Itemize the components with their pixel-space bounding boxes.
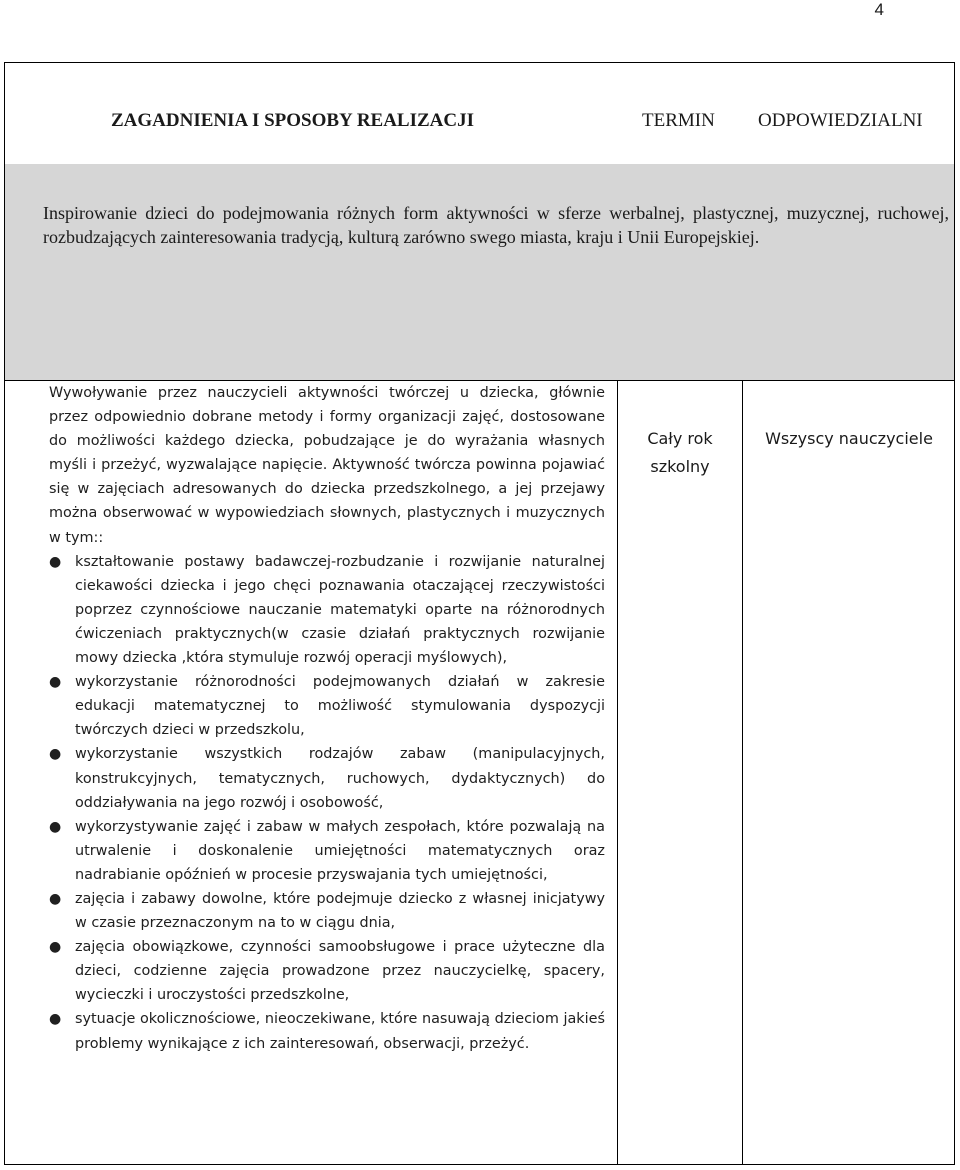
list-item-text: wykorzystywanie zajęć i zabaw w małych zespołach, które pozwalają na utrwalenie i doskonalenie umiejętności matematycznych oraz nadrabianie opóźnień w procesie przyswajania tych umiejętności, [75,818,605,883]
list-item [49,887,605,935]
list-item [49,935,605,1007]
bullet-icon: ● [49,553,62,570]
header-topic: ZAGADNIENIA I SPOSOBY REALIZACJI [111,110,475,131]
topic-cell [49,381,605,1056]
section-banner-text: Inspirowanie dzieci do podejmowania różnych form aktywności w sferze werbalnej, plastycznej, muzycznej, ruchowej, rozbudzających zainteresowania tradycją, kulturą zarówno swego miasta, kraju i Unii Europejskiej. [43,203,949,247]
table-header-row [5,63,954,165]
bullet-icon: ● [49,818,62,835]
responsible-text: Wszyscy nauczyciele [765,429,933,448]
list-item-text: wykorzystanie wszystkich rodzajów zabaw (manipulacyjnych, konstrukcyjnych, tematycznych, ruchowych, dydaktycznych) do oddziaływania na jego rozwój i osobowość, [75,746,605,811]
list-item [49,742,605,814]
intro-paragraph: Wywoływanie przez nauczycieli aktywności twórczej u dziecka, głównie przez odpowiednio dobrane metody i formy organizacji zajęć, dostosowane do możliwości każdego dziecka, pobudzające je do wyrażania własnych myśli i przeżyć, wyzwalające napięcie. Aktywność twórcza powinna pojawiać się w zajęciach adresowanych do dziecka przedszkolnego, a jej przejawy można obserwować w wypowiedziach słownych, plastycznych i muzycznych w tym:: [49,385,605,546]
list-item-text: sytuacje okolicznościowe, nieoczekiwane, które nasuwają dzieciom jakieś problemy wynikające z ich zainteresowań, obserwacji, przeżyć. [75,1011,605,1052]
list-item-text: zajęcia i zabawy dowolne, które podejmuje dziecko z własnej inicjatywy w czasie przeznaczonym na to w ciągu dnia, [75,890,605,932]
bullet-icon: ● [49,939,62,956]
column-divider [617,380,618,1164]
activity-list [49,550,605,1056]
term-line: szkolny [650,457,710,476]
list-item-text: wykorzystanie różnorodności podejmowanych działań w zakresie edukacji matematycznej to możliwość stymulowania dyspozycji twórczych dzieci w przedszkolu, [75,674,605,739]
bullet-icon: ● [49,674,62,691]
section-banner-row [5,164,954,381]
list-item [49,670,605,742]
table-body-row [5,380,954,1164]
responsible-cell [743,425,955,453]
header-responsible: ODPOWIEDZIALNI [758,110,923,131]
column-divider [742,380,743,1164]
term-line: Cały rok [647,429,713,448]
term-cell [618,425,742,481]
list-item [49,815,605,887]
bullet-icon: ● [49,1011,62,1028]
list-item-text: zajęcia obowiązkowe, czynności samoobsługowe i prace użyteczne dla dzieci, codzienne zajęcia prowadzone przez nauczycielkę, spacery, wycieczki i uroczystości przedszkolne, [75,939,605,1004]
bullet-icon: ● [49,746,62,763]
bullet-icon: ● [49,890,62,907]
header-term: TERMIN [642,110,715,131]
list-item-text: kształtowanie postawy badawczej-rozbudzanie i rozwijanie naturalnej ciekawości dziecka i jego chęci poznawania otaczającej rzeczywistości poprzez czynnościowe nauczanie matematyki oparte na różnorodnych ćwiczeniach praktycznych(w czasie działań praktycznych rozwijanie mowy dziecka ,która stymuluje rozwój operacji myślowych), [75,553,605,667]
plan-table [4,62,955,1165]
list-item [49,1007,605,1055]
page-number: 4 [874,0,884,19]
list-item [49,550,605,670]
